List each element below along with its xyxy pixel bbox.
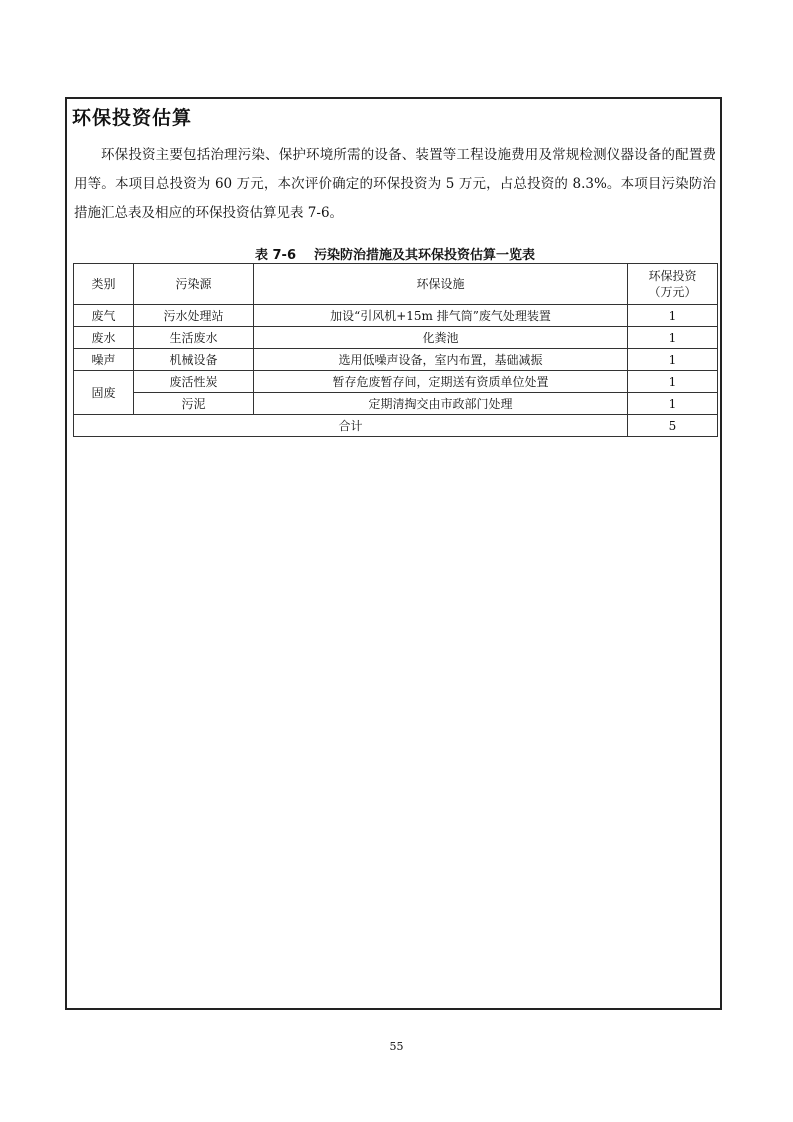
- cell-investment: 1: [628, 327, 718, 349]
- table-row: [74, 305, 718, 327]
- table-caption-title: 污染防治措施及其环保投资估算一览表: [314, 248, 536, 263]
- cell-source: 污泥: [134, 393, 254, 415]
- table-caption-number: 表 7-6: [254, 248, 296, 263]
- page-frame: [65, 97, 722, 1010]
- cell-source: 生活废水: [134, 327, 254, 349]
- table-header-row: [74, 264, 718, 305]
- cell-facility: 选用低噪声设备，室内布置，基础减振: [254, 349, 628, 371]
- cell-investment: 1: [628, 305, 718, 327]
- cell-investment: 1: [628, 371, 718, 393]
- header-source: 污染源: [134, 264, 254, 305]
- cell-facility: 暂存危废暂存间，定期送有资质单位处置: [254, 371, 628, 393]
- table-row: [74, 349, 718, 371]
- cell-category: 废水: [74, 327, 134, 349]
- section-paragraph: 环保投资主要包括治理污染、保护环境所需的设备、装置等工程设施费用及常规检测仪器设备的配置费用等。本项目总投资为 60 万元，本次评价确定的环保投资为 5 万元，占总投资的 8.3%。本项目污染防治措施汇总表及相应的环保投资估算见表 7-6。: [74, 147, 716, 221]
- cell-facility: 加设“引风机+15m 排气筒”废气处理装置: [254, 305, 628, 327]
- investment-table: [73, 263, 718, 437]
- cell-source: 机械设备: [134, 349, 254, 371]
- section-title: 环保投资估算: [72, 107, 193, 129]
- page-number: 55: [389, 1040, 404, 1053]
- header-investment: [628, 264, 718, 305]
- total-label: 合计: [74, 415, 628, 437]
- header-investment-line1: 环保投资: [648, 269, 697, 283]
- table-caption: [74, 244, 716, 263]
- cell-facility: 定期清掏交由市政部门处理: [254, 393, 628, 415]
- table-row: [74, 393, 718, 415]
- header-facility: 环保设施: [254, 264, 628, 305]
- cell-source: 污水处理站: [134, 305, 254, 327]
- cell-facility: 化粪池: [254, 327, 628, 349]
- table-row: [74, 371, 718, 393]
- cell-category: 固废: [74, 371, 134, 415]
- total-value: 5: [628, 415, 718, 437]
- header-category: 类别: [74, 264, 134, 305]
- cell-investment: 1: [628, 349, 718, 371]
- cell-investment: 1: [628, 393, 718, 415]
- cell-category: 噪声: [74, 349, 134, 371]
- cell-source: 废活性炭: [134, 371, 254, 393]
- table-total-row: [74, 415, 718, 437]
- table-row: [74, 327, 718, 349]
- cell-category: 废气: [74, 305, 134, 327]
- header-investment-line2: （万元）: [648, 285, 697, 299]
